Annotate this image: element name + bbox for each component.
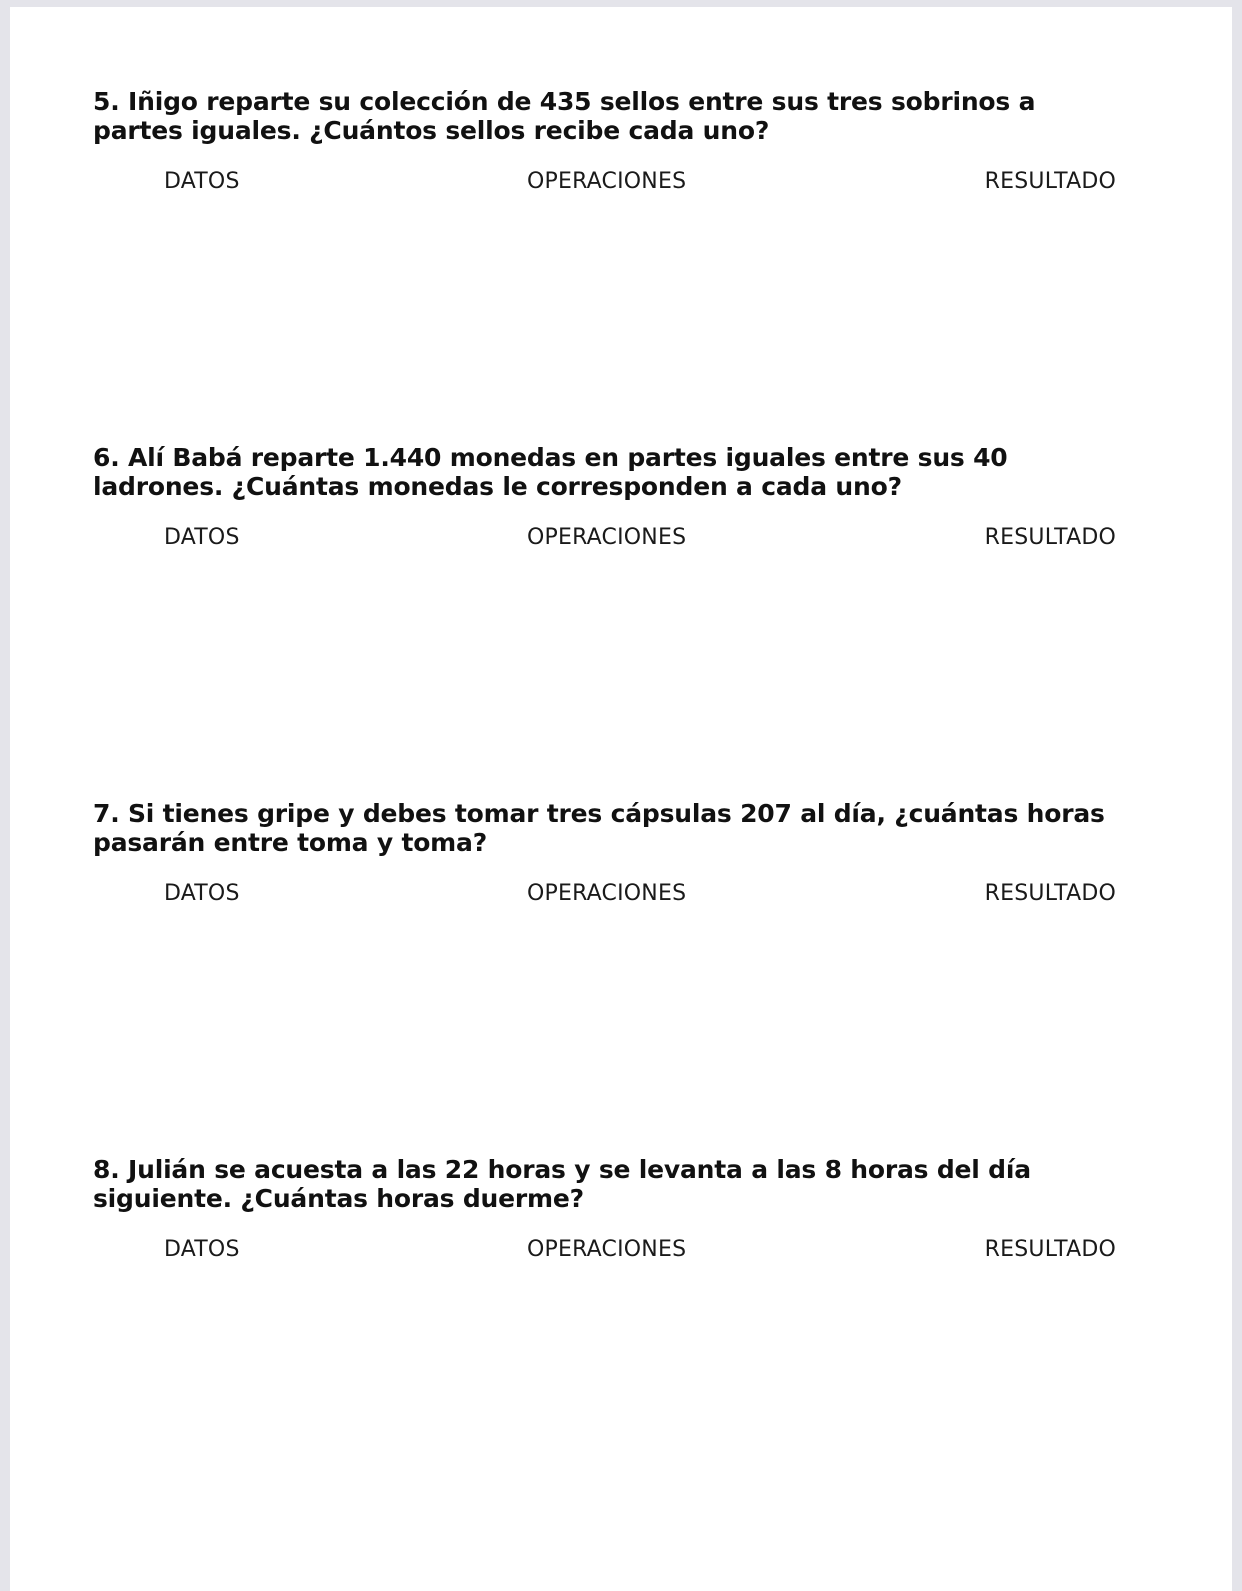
problem-question: 5. Iñigo reparte su colección de 435 sellos entre sus tres sobrinos a partes iguales. ¿Cuántos sellos recibe cada uno? (93, 87, 1036, 145)
answer-column-headers (93, 169, 1116, 199)
operaciones-header: OPERACIONES (527, 525, 687, 550)
problem-question: 7. Si tienes gripe y debes tomar tres cápsulas 207 al día, ¿cuántas horas pasarán entre toma y toma? (93, 799, 1105, 857)
answer-column-headers (93, 881, 1116, 911)
datos-header: DATOS (164, 525, 240, 550)
resultado-header: RESULTADO (984, 169, 1116, 194)
problem-question: 6. Alí Babá reparte 1.440 monedas en partes iguales entre sus 40 ladrones. ¿Cuántas monedas le corresponden a cada uno? (93, 443, 1008, 501)
datos-header: DATOS (164, 169, 240, 194)
problem-question: 8. Julián se acuesta a las 22 horas y se levanta a las 8 horas del día siguiente. ¿Cuántas horas duerme? (93, 1155, 1031, 1213)
problem-6 (93, 443, 1116, 555)
answer-column-headers (93, 525, 1116, 555)
operaciones-header: OPERACIONES (527, 1237, 687, 1262)
resultado-header: RESULTADO (984, 881, 1116, 906)
answer-column-headers (93, 1237, 1116, 1267)
worksheet-page (10, 7, 1232, 1591)
problem-7 (93, 799, 1116, 911)
operaciones-header: OPERACIONES (527, 169, 687, 194)
datos-header: DATOS (164, 1237, 240, 1262)
operaciones-header: OPERACIONES (527, 881, 687, 906)
datos-header: DATOS (164, 881, 240, 906)
problem-5 (93, 87, 1116, 199)
resultado-header: RESULTADO (984, 1237, 1116, 1262)
resultado-header: RESULTADO (984, 525, 1116, 550)
problem-8 (93, 1155, 1116, 1267)
